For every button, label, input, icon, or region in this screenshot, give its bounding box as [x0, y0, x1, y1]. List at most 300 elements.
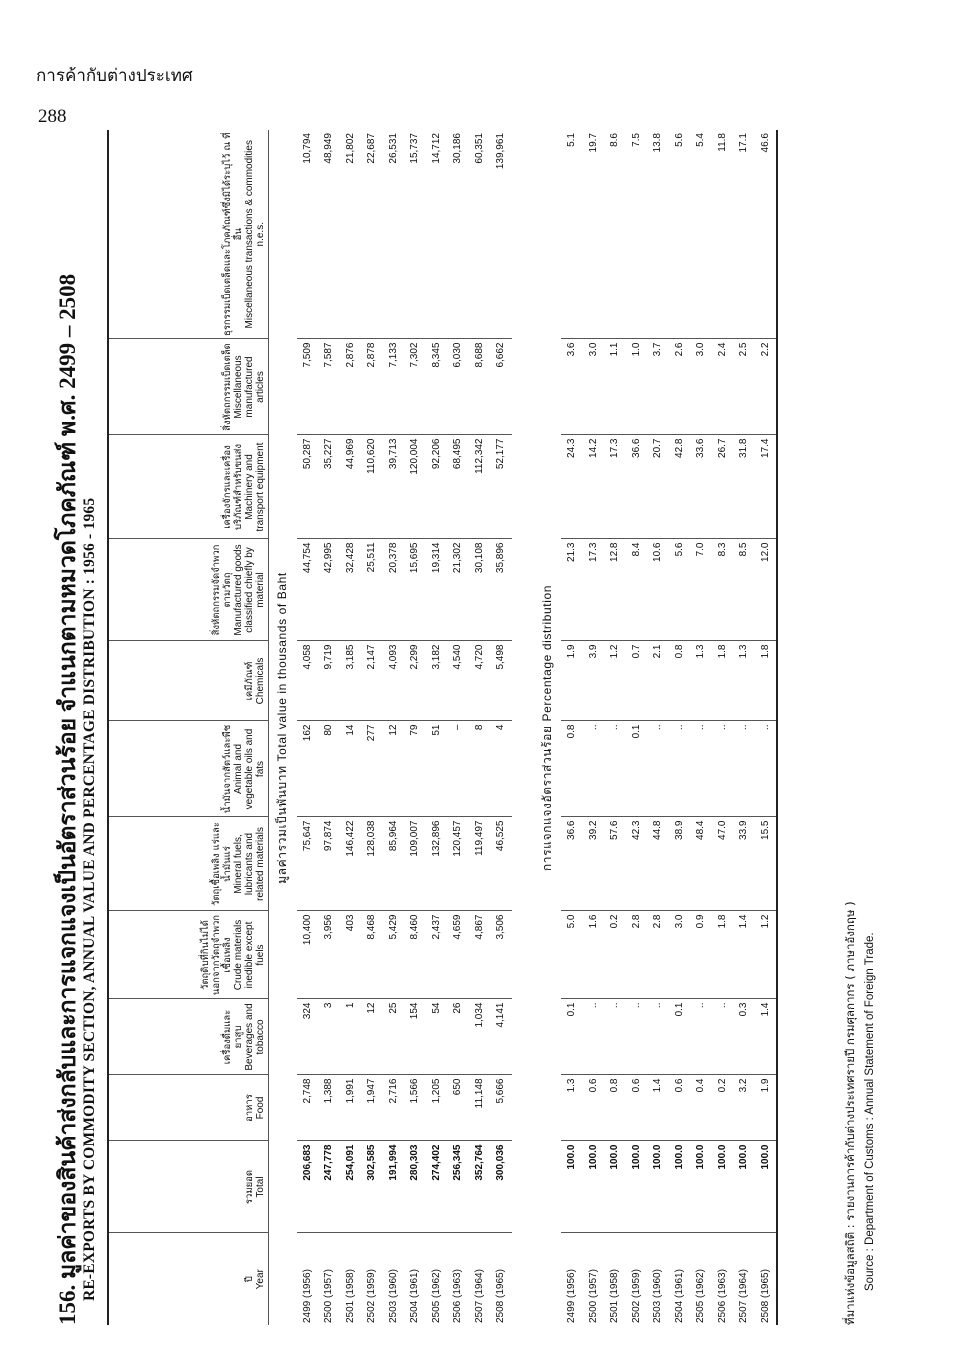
value-cell: 132,896 [426, 817, 448, 911]
value-cell: 22,687 [361, 130, 383, 339]
table-row [426, 130, 448, 1325]
value-cell: 39.2 [583, 817, 605, 911]
value-cell: .. [690, 721, 712, 817]
value-cell: 162 [297, 721, 319, 817]
value-cell: 3,185 [340, 641, 362, 721]
table-row [561, 130, 583, 1325]
column-header-thai: เครื่องจักรและเครื่องบริภัณฑ์สำหรับขนส่ง [221, 443, 244, 531]
column-header-thai: วัตถุเชื้อเพลิง แร่และน้ำมันแร่ [210, 822, 233, 906]
value-cell: 79 [404, 721, 426, 817]
value-cell: 1.4 [755, 999, 778, 1075]
value-cell: 68,495 [447, 435, 469, 539]
year-cell: 2506 (1963) [716, 1269, 728, 1323]
value-cell: 47.0 [712, 817, 734, 911]
value-cell: 85,964 [383, 817, 405, 911]
value-cell: 15,737 [404, 130, 426, 339]
value-cell: 11,148 [469, 1075, 491, 1141]
value-cell: 25,511 [361, 539, 383, 641]
value-cell: 24.3 [561, 435, 583, 539]
value-cell: 0.7 [626, 641, 648, 721]
value-cell: 4,540 [447, 641, 469, 721]
section-label: มูลค่ารวมเป็นพันบาท Total value in thousands of Baht [275, 572, 289, 884]
table-row [690, 130, 712, 1325]
value-cell: 0.1 [561, 999, 583, 1075]
value-cell: 12.0 [755, 539, 778, 641]
value-cell: 42,995 [318, 539, 340, 641]
value-cell: .. [712, 721, 734, 817]
value-cell: 154 [404, 999, 426, 1075]
column-header-english: Food [254, 1096, 266, 1120]
value-cell: 1,034 [469, 999, 491, 1075]
value-cell: 0.8 [669, 641, 691, 721]
value-cell: .. [647, 721, 669, 817]
total-cell: 100.0 [712, 1141, 734, 1233]
value-cell: 2.1 [647, 641, 669, 721]
total-cell: 247,778 [318, 1141, 340, 1233]
value-cell: 54 [426, 999, 448, 1075]
value-cell: 1.3 [733, 641, 755, 721]
column-header-thai: เครื่องดื่มและยาสูบ [221, 1009, 244, 1065]
total-cell: 352,764 [469, 1141, 491, 1233]
column-header-english: Machinery and transport equipment [243, 442, 266, 532]
value-cell: 1.6 [583, 911, 605, 999]
table-row [712, 130, 734, 1325]
value-cell: 8,345 [426, 339, 448, 435]
column-header-thai: วัตถุดิบที่กินไม่ได้ นอกจากวัตถุจำพวกเชื้อเพลิง [199, 914, 233, 996]
value-cell: 5.6 [669, 539, 691, 641]
value-cell: 4,093 [383, 641, 405, 721]
value-cell: 0.8 [561, 721, 583, 817]
table-row [318, 130, 340, 1325]
value-cell: 2.8 [626, 911, 648, 999]
running-head: การค้ากับต่างประเทศ [36, 66, 193, 86]
value-cell: 30,108 [469, 539, 491, 641]
value-cell: 52,177 [490, 435, 512, 539]
value-cell: 39,713 [383, 435, 405, 539]
value-cell: 119,497 [469, 817, 491, 911]
value-cell: .. [647, 999, 669, 1075]
value-cell: 46,525 [490, 817, 512, 911]
value-cell: 13.8 [647, 130, 669, 339]
value-cell: 2,147 [361, 641, 383, 721]
column-header-thai: น้ำมันจากสัตว์และพืช [221, 724, 233, 814]
value-cell: 1.9 [755, 1075, 778, 1141]
value-cell: 8,688 [469, 339, 491, 435]
value-cell: 3,182 [426, 641, 448, 721]
value-cell: – [447, 721, 469, 817]
column-header [108, 999, 268, 1075]
value-section-row [268, 130, 297, 1325]
value-cell: 14 [340, 721, 362, 817]
table-row [626, 130, 648, 1325]
value-cell: 139,961 [490, 130, 512, 339]
value-cell: 3.0 [583, 339, 605, 435]
value-cell: 26.7 [712, 435, 734, 539]
value-cell: 12 [361, 999, 383, 1075]
value-cell: 8.3 [712, 539, 734, 641]
total-cell: 100.0 [755, 1141, 778, 1233]
value-cell: 1.2 [604, 641, 626, 721]
value-cell: .. [583, 999, 605, 1075]
column-header [108, 1141, 268, 1233]
section-gap [512, 130, 534, 1325]
table-row [383, 130, 405, 1325]
table-row [469, 130, 491, 1325]
column-header-english: Crude materials inedible except fuels [232, 919, 266, 991]
year-cell: 2508 (1965) [495, 1269, 507, 1323]
value-cell: 403 [340, 911, 362, 999]
year-cell: 2501 (1958) [609, 1269, 621, 1323]
value-cell: 2,299 [404, 641, 426, 721]
total-cell: 302,585 [361, 1141, 383, 1233]
value-cell: 4 [490, 721, 512, 817]
total-cell: 100.0 [647, 1141, 669, 1233]
total-cell: 100.0 [626, 1141, 648, 1233]
value-cell: .. [583, 721, 605, 817]
year-cell: 2508 (1965) [755, 1233, 778, 1325]
column-header-thai: สิ่งหัตถกรรมจัดจำพวกตามวัตถุ [210, 544, 233, 636]
value-cell: 5.4 [690, 130, 712, 339]
year-cell: 2503 (1960) [652, 1269, 664, 1323]
column-header [108, 435, 268, 539]
value-cell: 15,695 [404, 539, 426, 641]
value-cell: 112,342 [469, 435, 491, 539]
gap-cell [512, 130, 534, 1325]
column-header-english: Total [254, 1176, 266, 1198]
year-cell: 2500 (1957) [323, 1269, 335, 1323]
column-header-english: Chemicals [254, 657, 266, 705]
value-cell: 42.3 [626, 817, 648, 911]
value-cell: .. [690, 999, 712, 1075]
value-cell: 38.9 [669, 817, 691, 911]
value-cell: 128,038 [361, 817, 383, 911]
value-cell: 19,314 [426, 539, 448, 641]
value-cell: 5,498 [490, 641, 512, 721]
value-cell: 1,947 [361, 1075, 383, 1141]
value-cell: 0.1 [669, 999, 691, 1075]
value-cell: 120,004 [404, 435, 426, 539]
value-cell: 3.2 [733, 1075, 755, 1141]
total-cell: 280,303 [404, 1141, 426, 1233]
value-cell: 1.9 [561, 641, 583, 721]
value-cell: 44,969 [340, 435, 362, 539]
total-cell: 100.0 [733, 1141, 755, 1233]
column-header [108, 641, 268, 721]
total-cell: 100.0 [561, 1141, 583, 1233]
value-cell: 0.2 [712, 1075, 734, 1141]
column-header [108, 339, 268, 435]
value-cell: 650 [447, 1075, 469, 1141]
table-row [647, 130, 669, 1325]
value-cell: .. [604, 999, 626, 1075]
value-cell: 120,457 [447, 817, 469, 911]
value-cell: .. [604, 721, 626, 817]
value-cell: 324 [297, 999, 319, 1075]
value-cell: 31.8 [733, 435, 755, 539]
column-header-thai: อาหาร [243, 1094, 255, 1122]
value-cell: 21,802 [340, 130, 362, 339]
table-row [755, 130, 778, 1325]
value-cell: 46.6 [755, 130, 778, 339]
year-cell: 2500 (1957) [587, 1269, 599, 1323]
value-cell: 48.4 [690, 817, 712, 911]
total-cell: 100.0 [690, 1141, 712, 1233]
column-header-english: Year [254, 1269, 266, 1290]
value-cell: 33.9 [733, 817, 755, 911]
column-header [108, 1075, 268, 1141]
column-header-thai: สิ่งหัตถกรรมเบ็ดเตล็ด [221, 343, 233, 431]
table-row [404, 130, 426, 1325]
value-cell: 35,896 [490, 539, 512, 641]
year-cell: 2504 (1961) [409, 1269, 421, 1323]
value-cell: 25 [383, 999, 405, 1075]
year-cell: 2507 (1964) [473, 1269, 485, 1323]
value-cell: 42.8 [669, 435, 691, 539]
value-cell: .. [669, 721, 691, 817]
year-cell: 2502 (1959) [366, 1269, 378, 1323]
value-cell: 8.6 [604, 130, 626, 339]
value-cell: 1.2 [755, 911, 778, 999]
column-header-thai: รวมยอด [243, 1169, 255, 1205]
value-cell: 10,400 [297, 911, 319, 999]
total-cell: 206,683 [297, 1141, 319, 1233]
value-cell: 44.8 [647, 817, 669, 911]
value-cell: 0.8 [604, 1075, 626, 1141]
total-cell: 191,994 [383, 1141, 405, 1233]
value-cell: 10.6 [647, 539, 669, 641]
value-cell: 17.1 [733, 130, 755, 339]
value-cell: 8.4 [626, 539, 648, 641]
value-cell: 1.4 [733, 911, 755, 999]
value-cell: 3.9 [583, 641, 605, 721]
value-cell: 2.6 [669, 339, 691, 435]
value-cell: 7,587 [318, 339, 340, 435]
column-header-english: Miscellaneous manufactured articles [232, 355, 266, 419]
value-cell: 0.3 [733, 999, 755, 1075]
column-header [108, 539, 268, 641]
value-cell: 4,720 [469, 641, 491, 721]
year-cell: 2502 (1959) [630, 1269, 642, 1323]
value-cell: .. [755, 721, 778, 817]
column-header [108, 817, 268, 911]
value-cell: 75,647 [297, 817, 319, 911]
value-cell: 1,205 [426, 1075, 448, 1141]
value-cell: 26,531 [383, 130, 405, 339]
value-cell: .. [712, 999, 734, 1075]
value-cell: 21.3 [561, 539, 583, 641]
value-cell: 92,206 [426, 435, 448, 539]
value-cell: 0.9 [690, 911, 712, 999]
year-cell: 2505 (1962) [695, 1269, 707, 1323]
value-cell: 57.6 [604, 817, 626, 911]
value-cell: 20,378 [383, 539, 405, 641]
value-cell: 2.5 [733, 339, 755, 435]
value-cell: 17.4 [755, 435, 778, 539]
value-cell: 5.1 [561, 130, 583, 339]
table-title: 156. มูลค่าของสินค้าส่งกลับและการแจกแจงเป็นอัตราส่วนร้อย จำแนกตามหมวดโภคภัณฑ์ พ.ศ. 2499 – 2508 [55, 273, 80, 1325]
column-header-english: Mineral fuels, lubricants and related materials [232, 827, 266, 901]
year-cell: 2501 (1958) [344, 1269, 356, 1323]
value-cell: 3.0 [669, 911, 691, 999]
value-cell: 20.7 [647, 435, 669, 539]
year-cell: 2507 (1964) [738, 1269, 750, 1323]
value-cell: 109,007 [404, 817, 426, 911]
value-cell: 21,302 [447, 539, 469, 641]
value-cell: 7.5 [626, 130, 648, 339]
value-cell: 0.2 [604, 911, 626, 999]
column-header [108, 1233, 268, 1325]
value-cell: 0.4 [690, 1075, 712, 1141]
table-row [490, 130, 512, 1325]
table-row [583, 130, 605, 1325]
value-cell: .. [733, 721, 755, 817]
value-cell: 30,186 [447, 130, 469, 339]
value-cell: 0.6 [626, 1075, 648, 1141]
value-cell: 8,468 [361, 911, 383, 999]
value-cell: 4,058 [297, 641, 319, 721]
value-cell: 32,428 [340, 539, 362, 641]
value-cell: 4,867 [469, 911, 491, 999]
value-cell: 8.5 [733, 539, 755, 641]
value-cell: 36.6 [561, 817, 583, 911]
column-header-english: Beverages and tobacco [243, 1003, 266, 1071]
value-cell: 4,141 [490, 999, 512, 1075]
year-cell: 2499 (1956) [301, 1269, 313, 1323]
value-cell: 35,227 [318, 435, 340, 539]
total-cell: 300,036 [490, 1141, 512, 1233]
year-cell: 2505 (1962) [430, 1269, 442, 1323]
column-header-english: Miscellaneous transactions & commodities n.e.s. [243, 140, 266, 329]
value-cell: 2,716 [383, 1075, 405, 1141]
value-cell: 2,437 [426, 911, 448, 999]
value-cell: 2,748 [297, 1075, 319, 1141]
value-cell: 97,874 [318, 817, 340, 911]
total-cell: 100.0 [604, 1141, 626, 1233]
value-cell: 4,659 [447, 911, 469, 999]
value-cell: 1,388 [318, 1075, 340, 1141]
value-cell: 14.2 [583, 435, 605, 539]
column-header [108, 911, 268, 999]
value-cell: 80 [318, 721, 340, 817]
value-cell: 1.8 [712, 911, 734, 999]
value-cell: 5,429 [383, 911, 405, 999]
total-cell: 100.0 [583, 1141, 605, 1233]
column-header-row [108, 130, 268, 1325]
table-row [297, 130, 319, 1325]
value-cell: 3 [318, 999, 340, 1075]
column-header [108, 130, 268, 339]
year-cell: 2506 (1963) [452, 1269, 464, 1323]
value-cell: 2.4 [712, 339, 734, 435]
value-cell: 146,422 [340, 817, 362, 911]
source-note-english: Source : Department of Customs : Annual Statement of Foreign Trade. [864, 932, 876, 1291]
value-cell: 2,878 [361, 339, 383, 435]
value-cell: 5.0 [561, 911, 583, 999]
value-cell: 1.8 [755, 641, 778, 721]
column-header [108, 721, 268, 817]
value-cell: 9,719 [318, 641, 340, 721]
total-cell: 274,402 [426, 1141, 448, 1233]
value-cell: 17.3 [583, 539, 605, 641]
value-cell: 5,666 [490, 1075, 512, 1141]
value-cell: 33.6 [690, 435, 712, 539]
page-number: 288 [38, 106, 67, 127]
value-cell: 277 [361, 721, 383, 817]
value-cell: 0.6 [669, 1075, 691, 1141]
table-row [604, 130, 626, 1325]
value-cell: 1.4 [647, 1075, 669, 1141]
re-exports-table [107, 130, 778, 1325]
table-body [268, 130, 777, 1325]
table-row [340, 130, 362, 1325]
value-cell: 0.6 [583, 1075, 605, 1141]
value-cell: 3,506 [490, 911, 512, 999]
value-cell: 17.3 [604, 435, 626, 539]
value-cell: 1.3 [690, 641, 712, 721]
value-cell: 1.0 [626, 339, 648, 435]
year-cell: 2504 (1961) [673, 1269, 685, 1323]
value-cell: 1.1 [604, 339, 626, 435]
value-cell: 1,566 [404, 1075, 426, 1141]
value-cell: 19.7 [583, 130, 605, 339]
value-cell: 7.0 [690, 539, 712, 641]
column-header-thai: ธุรกรรมเบ็ดเตล็ดและโภคภัณฑ์ซึ่งมิได้ระบุไว้ ณ ที่อื่น [221, 132, 244, 336]
total-cell: 256,345 [447, 1141, 469, 1233]
table-subtitle: RE-EXPORTS BY COMMODITY SECTION, ANNUAL VALUE AND PERCENTAGE DISTRIBUTION : 1956 - 1965 [81, 497, 98, 1301]
value-cell: 15.5 [755, 817, 778, 911]
value-cell: 48,949 [318, 130, 340, 339]
value-cell: 60,351 [469, 130, 491, 339]
section-label: การแจกแจงอัตราส่วนร้อย Percentage distribution [539, 584, 554, 872]
value-cell: 1.3 [561, 1075, 583, 1141]
year-cell: 2499 (1956) [566, 1269, 578, 1323]
rotated-table-block [55, 130, 925, 1325]
value-cell: 2.2 [755, 339, 778, 435]
value-cell: 5.6 [669, 130, 691, 339]
table-row [447, 130, 469, 1325]
table-row [733, 130, 755, 1325]
value-cell: 50,287 [297, 435, 319, 539]
source-note-thai: ที่มาแห่งข้อมูลสถิติ : รายงานการค้ากับต่างประเทศรายปี กรมศุลกากร ( ภาษาอังกฤษ ) [843, 901, 857, 1325]
value-cell: 12.8 [604, 539, 626, 641]
percent-section-row [533, 130, 561, 1325]
value-cell: 36.6 [626, 435, 648, 539]
column-header-english: Animal and vegetable oils and fats [232, 728, 266, 810]
value-cell: .. [626, 999, 648, 1075]
value-cell: 8,460 [404, 911, 426, 999]
value-cell: 2,876 [340, 339, 362, 435]
value-cell: 1,991 [340, 1075, 362, 1141]
total-cell: 100.0 [669, 1141, 691, 1233]
value-cell: 7,133 [383, 339, 405, 435]
column-header-english: Manufactured goods classified chiefly by material [232, 544, 266, 636]
value-cell: 2.8 [647, 911, 669, 999]
value-cell: 0.1 [626, 721, 648, 817]
year-cell: 2503 (1960) [387, 1269, 399, 1323]
value-cell: 7,509 [297, 339, 319, 435]
value-cell: 10,794 [297, 130, 319, 339]
column-header-thai: ปี [243, 1276, 255, 1283]
value-cell: 8 [469, 721, 491, 817]
value-cell: 51 [426, 721, 448, 817]
value-cell: 11.8 [712, 130, 734, 339]
value-cell: 1 [340, 999, 362, 1075]
value-cell: 14,712 [426, 130, 448, 339]
column-header-thai: เคมีภัณฑ์ [243, 661, 255, 701]
value-cell: 3.7 [647, 339, 669, 435]
value-cell: 6,662 [490, 339, 512, 435]
table-row [361, 130, 383, 1325]
